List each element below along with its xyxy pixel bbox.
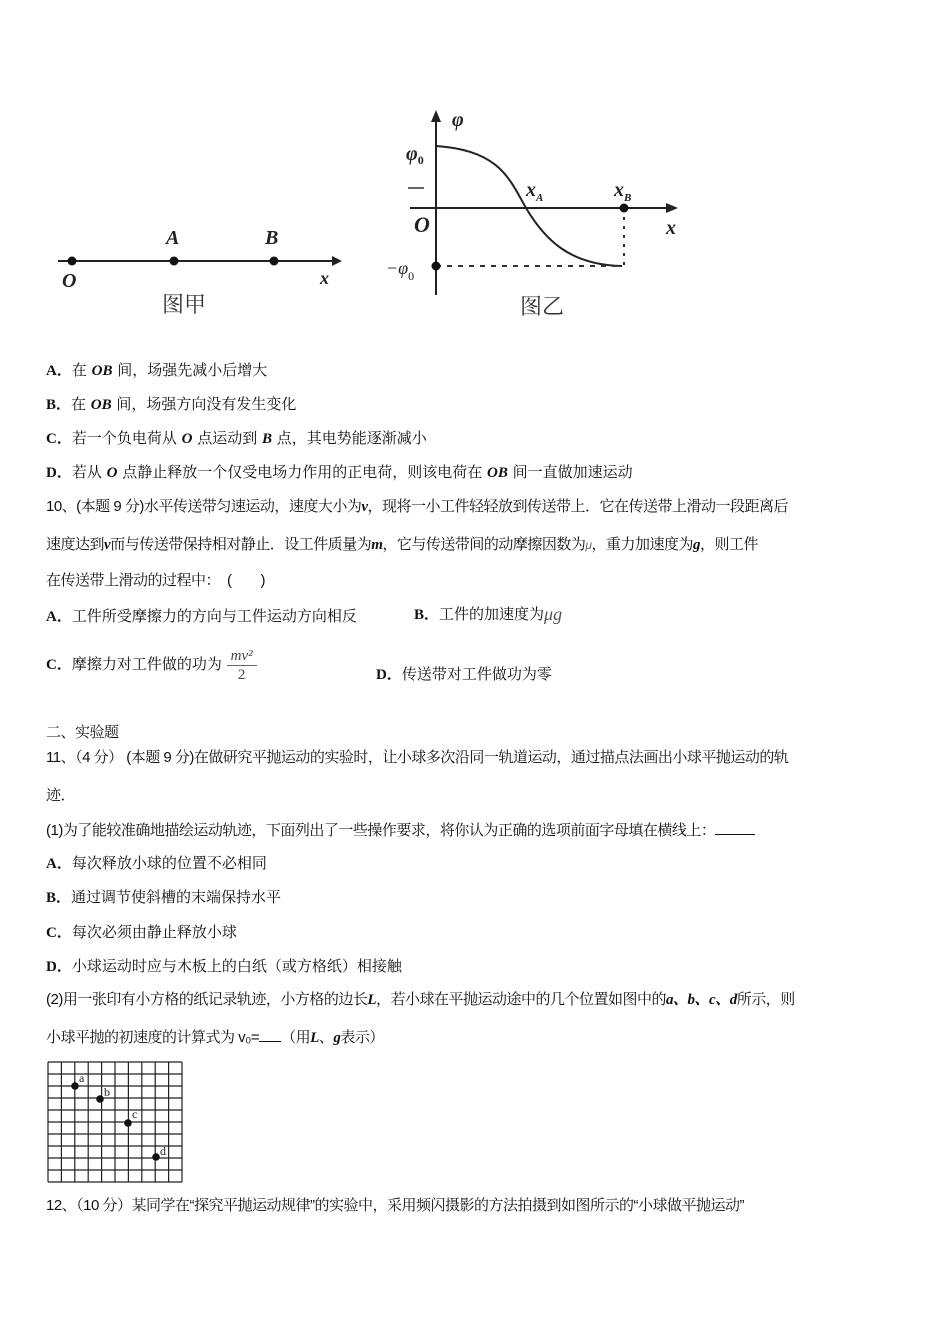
figure-caption: 图乙 xyxy=(520,294,565,319)
q10-option-a: A．工件所受摩擦力的方向与工件运动方向相反 xyxy=(46,607,357,625)
point-c-label: c xyxy=(132,1107,138,1121)
q11-option-c: C．每次必须由静止释放小球 xyxy=(46,923,237,941)
q9-option-a: A．在 OB 间，场强先减小后增大 xyxy=(46,361,268,379)
q10-stem-line1: 10、(本题 9 分)水平传送带匀速运动，速度大小为v，现将一小工件轻轻放到传送带上．它在传送带上滑动一段距离后 xyxy=(46,498,789,515)
grid-trajectory-figure xyxy=(46,1060,186,1184)
q10-option-d: D．传送带对工件做功为零 xyxy=(376,665,552,683)
q9-option-d: D．若从 O 点静止释放一个仅受电场力作用的正电荷，则该电荷在 OB 间一直做加速运动 xyxy=(46,463,633,481)
answer-blank[interactable] xyxy=(715,820,755,835)
q11-part2-line1: (2)用一张印有小方格的纸记录轨迹，小方格的边长L，若小球在平抛运动途中的几个位置如图中的a、b、c、d所示，则 xyxy=(46,991,795,1008)
point-a-label: a xyxy=(79,1071,85,1085)
phi-axis-label: φ xyxy=(452,109,464,131)
q11-option-b: B．通过调节使斜槽的末端保持水平 xyxy=(46,888,282,906)
q10-option-c: C．摩擦力对工件做的功为 $\frac{\text{mv²}}{2}$ xyxy=(46,644,257,685)
q11-stem-line2: 迹． xyxy=(46,787,76,804)
q11-part2-line2: 小球平抛的初速度的计算式为 v₀= （用L、g表示） xyxy=(46,1029,384,1046)
q9-option-b: B．在 OB 间，场强方向没有发生变化 xyxy=(46,395,297,413)
q11-option-d: D．小球运动时应与木板上的白纸（或方格纸）相接触 xyxy=(46,957,402,975)
q12-stem-line1: 12、（10 分）某同学在“探究平抛运动规律”的实验中，采用频闪摄影的方法拍摄到如图所示的“小球做平抛运动” xyxy=(46,1197,745,1214)
q9-option-c: C．若一个负电荷从 O 点运动到 B 点，其电势能逐渐减小 xyxy=(46,429,427,447)
point-B-label: B xyxy=(265,227,279,249)
neg-phi0-label: $-\varphi_0$ xyxy=(386,258,415,283)
q11-option-a: A．每次释放小球的位置不必相同 xyxy=(46,854,267,872)
x-axis-label: x xyxy=(666,217,676,239)
q11-part1: (1)为了能较准确地描绘运动轨迹，下面列出了一些操作要求，将你认为正确的选项前面字母填在横线上： xyxy=(46,820,755,841)
point-A-label: A xyxy=(166,227,180,249)
figure-yi-potential-graph xyxy=(370,100,700,330)
xA-label: $x_A$ xyxy=(526,179,544,204)
figure-caption: 图甲 xyxy=(162,292,207,317)
x-axis-label: x xyxy=(320,268,329,288)
point-O-label: O xyxy=(62,270,77,292)
q11-stem-line1: 11、（4 分） (本题 9 分)在做研究平抛运动的实验时，让小球多次沿同一轨道运动，通过描点法画出小球平抛运动的轨 xyxy=(46,749,789,766)
point-b-label: b xyxy=(104,1085,110,1099)
point-d-label: d xyxy=(160,1144,166,1158)
q10-stem-line2: 速度达到v而与传送带保持相对静止．设工件质量为m，它与传送带间的动摩擦因数为$^\mu$，重力加速度为g，则工件 xyxy=(46,536,758,553)
fraction-mv2-over-2: $\frac{\text{mv²}}{2}$ xyxy=(227,647,257,684)
section-title: 二、实验题 xyxy=(46,724,119,741)
phi0-label: $\varphi_0$ xyxy=(406,143,424,167)
q10-stem-line3: 在传送带上滑动的过程中： ( ) xyxy=(46,572,265,589)
xB-label: $x_B$ xyxy=(614,179,632,204)
q10-option-b: B．工件的加速度为μg xyxy=(414,604,563,624)
answer-blank[interactable] xyxy=(259,1027,281,1042)
origin-label: O xyxy=(414,212,430,237)
figure-jia xyxy=(50,220,350,330)
